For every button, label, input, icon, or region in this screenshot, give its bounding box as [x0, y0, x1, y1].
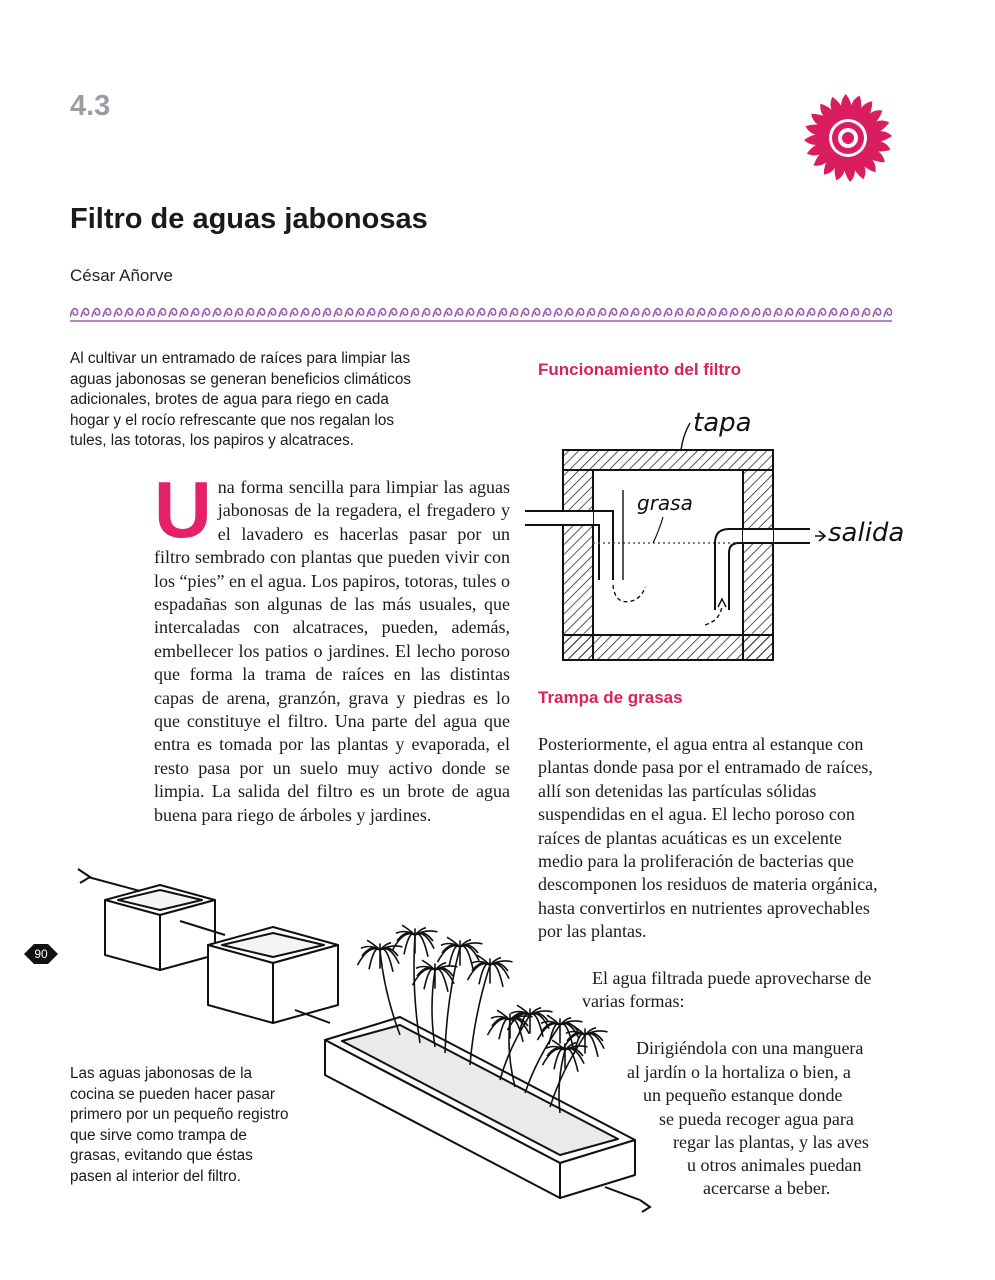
heading-trampa-de-grasas: Trampa de grasas [538, 688, 683, 707]
main-body-text [154, 465, 510, 827]
uses-line-1: Dirigiéndola con una manguera [636, 1038, 864, 1058]
illustration-caption: Las aguas jabonosas de la cocina se pueden hacer pasar primero por un pequeño registro que sirve como trampa de grasas, evitando que éstas pasen al interior del filtro. [70, 1065, 289, 1185]
uses-line-7: acercarse a beber. [703, 1178, 831, 1198]
grease-trap-diagram [525, 395, 905, 665]
filtered-intro-line-1: El agua filtrada puede aprovecharse de [592, 968, 872, 988]
uses-line-5: regar las plantas, y las aves [673, 1132, 869, 1152]
uses-line-3: un pequeño estanque donde [643, 1085, 843, 1105]
tapa-label: tapa [693, 408, 752, 438]
uses-line-2: al jardín o la hortaliza o bien, a [627, 1062, 851, 1082]
heading-funcionamiento: Funcionamiento del filtro [538, 360, 742, 379]
filtered-intro-line-2: varias formas: [582, 991, 685, 1011]
page-title: Filtro de aguas jabonosas [70, 203, 428, 235]
section-number: 4.3 [70, 90, 111, 122]
intro-paragraph: Al cultivar un entramado de raíces para limpiar las aguas jabonosas se generan beneficios climáticos adicionales, brotes de agua para riego en cada hogar y el rocío refrescante que nos regalan los tules, las totoras, los papiros y alcatraces. [70, 350, 411, 449]
sun-emblem-icon [800, 92, 896, 184]
uses-line-6: u otros animales puedan [687, 1155, 862, 1175]
page-number: 90 [34, 947, 48, 961]
decorative-wave-divider [70, 302, 892, 324]
grasa-label: grasa [637, 491, 693, 515]
page-number-badge [22, 942, 60, 966]
uses-line-4: se pueda recoger agua para [659, 1109, 854, 1129]
main-body-paragraph: na forma sencilla para limpiar las aguas jabonosas de la regadera, el fregadero y el lavadero es hacerlas pasar por un filtro sembrado con plantas que pueden vivir con los “pies” en el agua. Los papiros, totoras, tules o espadañas son algunas de las más usuales, que intercaladas con alcatraces, pueden, además, embellecer los patios o jardines. El lecho poroso que forma la trama de raíces en las distintas capas de arena, granzón, grava y piedras es lo que constituye el filtro. Una parte del agua que entra es tomada por las plantas y evaporada, el resto pasa por un suelo muy activo donde se limpia. La salida del filtro es un brote de agua buena para riego de árboles y jardines. [154, 477, 510, 825]
trampa-paragraph: Posteriormente, el agua entra al estanque con plantas donde pasa por el entramado de raíces, allí son detenidas las partículas sólidas suspendidas en el agua. El lecho poroso con raíces de plantas acuáticas es un excelente medio para la proliferación de bacterias que descomponen los residuos de materia orgánica, hasta convertirlos en nutrientes aprovechables por las plantas. [538, 734, 878, 942]
salida-label: salida [828, 518, 905, 548]
drop-cap: U [154, 465, 212, 554]
author-name: César Añorve [70, 266, 173, 285]
